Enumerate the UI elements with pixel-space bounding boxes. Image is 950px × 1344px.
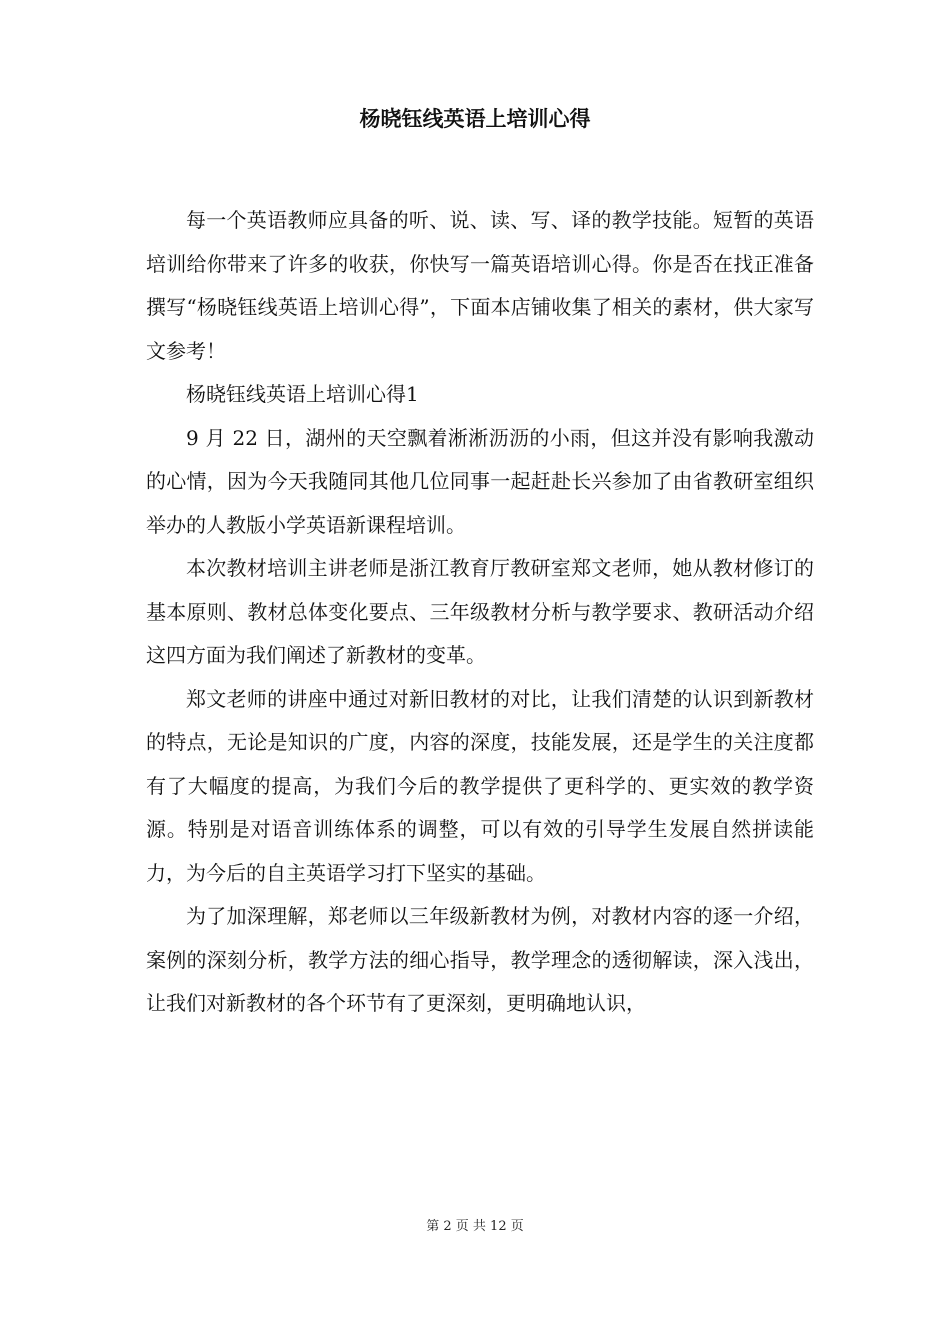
paragraph-comparison: 郑文老师的讲座中通过对新旧教材的对比，让我们清楚的认识到新教材的特点，无论是知识的广度，内容的深度，技能发展，还是学生的关注度都有了大幅度的提高，为我们今后的教学提供了更科学的、更实效的教学资源。特别是对语音训练体系的调整，可以有效的引导学生发展自然拼读能力，为今后的自主英语学习打下坚实的基础。 [146, 686, 814, 885]
document-body [146, 199, 814, 1026]
document-title: 杨晓钰线英语上培训心得 [359, 107, 591, 131]
paragraph-intro: 每一个英语教师应具备的听、说、读、写、译的教学技能。短暂的英语培训给你带来了许多的收获，你快写一篇英语培训心得。你是否在找正准备撰写“杨晓钰线英语上培训心得”，下面本店铺收集了相关的素材，供大家写文参考！ [146, 208, 814, 363]
paragraph-date: 9 月 22 日，湖州的天空飘着淅淅沥沥的小雨，但这并没有影响我激动的心情，因为今天我随同其他几位同事一起赶赴长兴参加了由省教研室组织举办的人教版小学英语新课程培训。 [146, 425, 814, 537]
page-number-footer: 第 2 页 共 12 页 [426, 1219, 524, 1234]
paragraph-subtitle: 杨晓钰线英语上培训心得1 [186, 382, 419, 406]
paragraph-example: 为了加深理解，郑老师以三年级新教材为例，对教材内容的逐一介绍，案例的深刻分析，教学方法的细心指导，教学理念的透彻解读，深入浅出，让我们对新教材的各个环节有了更深刻，更明确地认识， [146, 904, 814, 1015]
paragraph-lecturer: 本次教材培训主讲老师是浙江教育厅教研室郑文老师，她从教材修订的基本原则、教材总体变化要点、三年级教材分析与教学要求、教研活动介绍这四方面为我们阐述了新教材的变革。 [146, 556, 814, 667]
